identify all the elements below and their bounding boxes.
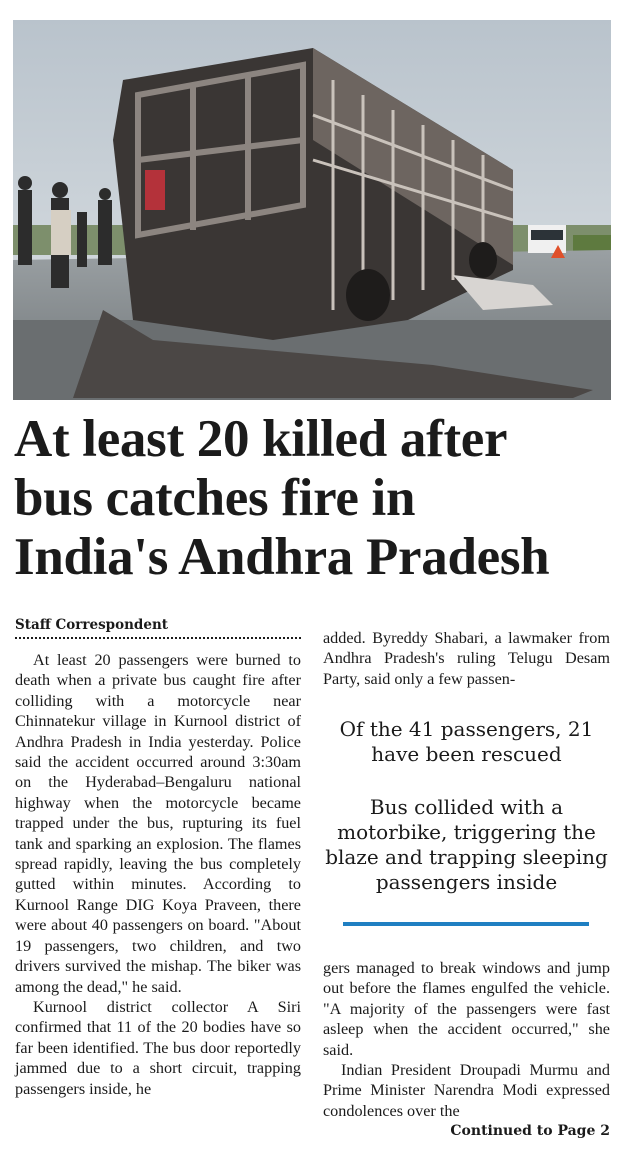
burned-bus-photo [13,20,611,400]
byline: Staff Correspondent [15,617,169,633]
headline [14,410,614,587]
article-paragraph: gers managed to break windows and jump out before the flames engulfed the vehicle. "A majority of the passengers were fast asleep when the accident occurred," she said. [323,959,610,1059]
article-paragraph: At least 20 passengers were burned to death when a private bus caught fire after colliding with a motorcycle near Chinnatekur village in Kurnool district of Andhra Pradesh in India yesterday. Police said the accident occurred around 3:30am on the Hyderabad–Bengaluru national highway when the motorcycle became trapped under the bus, rupturing its fuel tank and sparking an explosion. The flames spread rapidly, leaving the bus completely gutted within minutes. According to Kurnool Range DIG Koya Praveen, there were about 40 passengers on board. "About 19 passengers, two children, and two drivers survived the mishap. The biker was among the dead," he said. [15,651,301,996]
headline-line-1: At least 20 killed after [14,410,508,468]
pull-quote-collision: Bus collided with a motorbike, triggering the blaze and trapping sleeping passengers inside [325,795,608,894]
byline-dotted-rule [15,637,301,639]
article-column-2-bottom [323,958,610,1121]
headline-line-2: bus catches fire in [14,469,416,527]
article-column-2-top [323,628,610,689]
article-column-1 [15,650,301,1099]
article-paragraph: Indian President Droupadi Murmu and Prime Minister Narendra Modi expressed condolences over the [323,1061,610,1120]
pull-quote-rescued: Of the 41 passengers, 21 have been rescued [339,717,594,766]
pull-quote-rule [343,922,589,926]
headline-line-3: India's Andhra Pradesh [14,528,550,586]
article-paragraph: Kurnool district collector A Siri confirmed that 11 of the 20 bodies have so far been identified. The bus door reportedly jammed due to a short circuit, trapping passengers inside, he [15,997,301,1098]
burned-bus-photo-icon [13,20,611,400]
continued-link[interactable]: Continued to Page 2 [450,1123,610,1139]
article-paragraph: added. Byreddy Shabari, a lawmaker from Andhra Pradesh's ruling Telugu Desam Party, said only a few passen- [323,629,610,688]
